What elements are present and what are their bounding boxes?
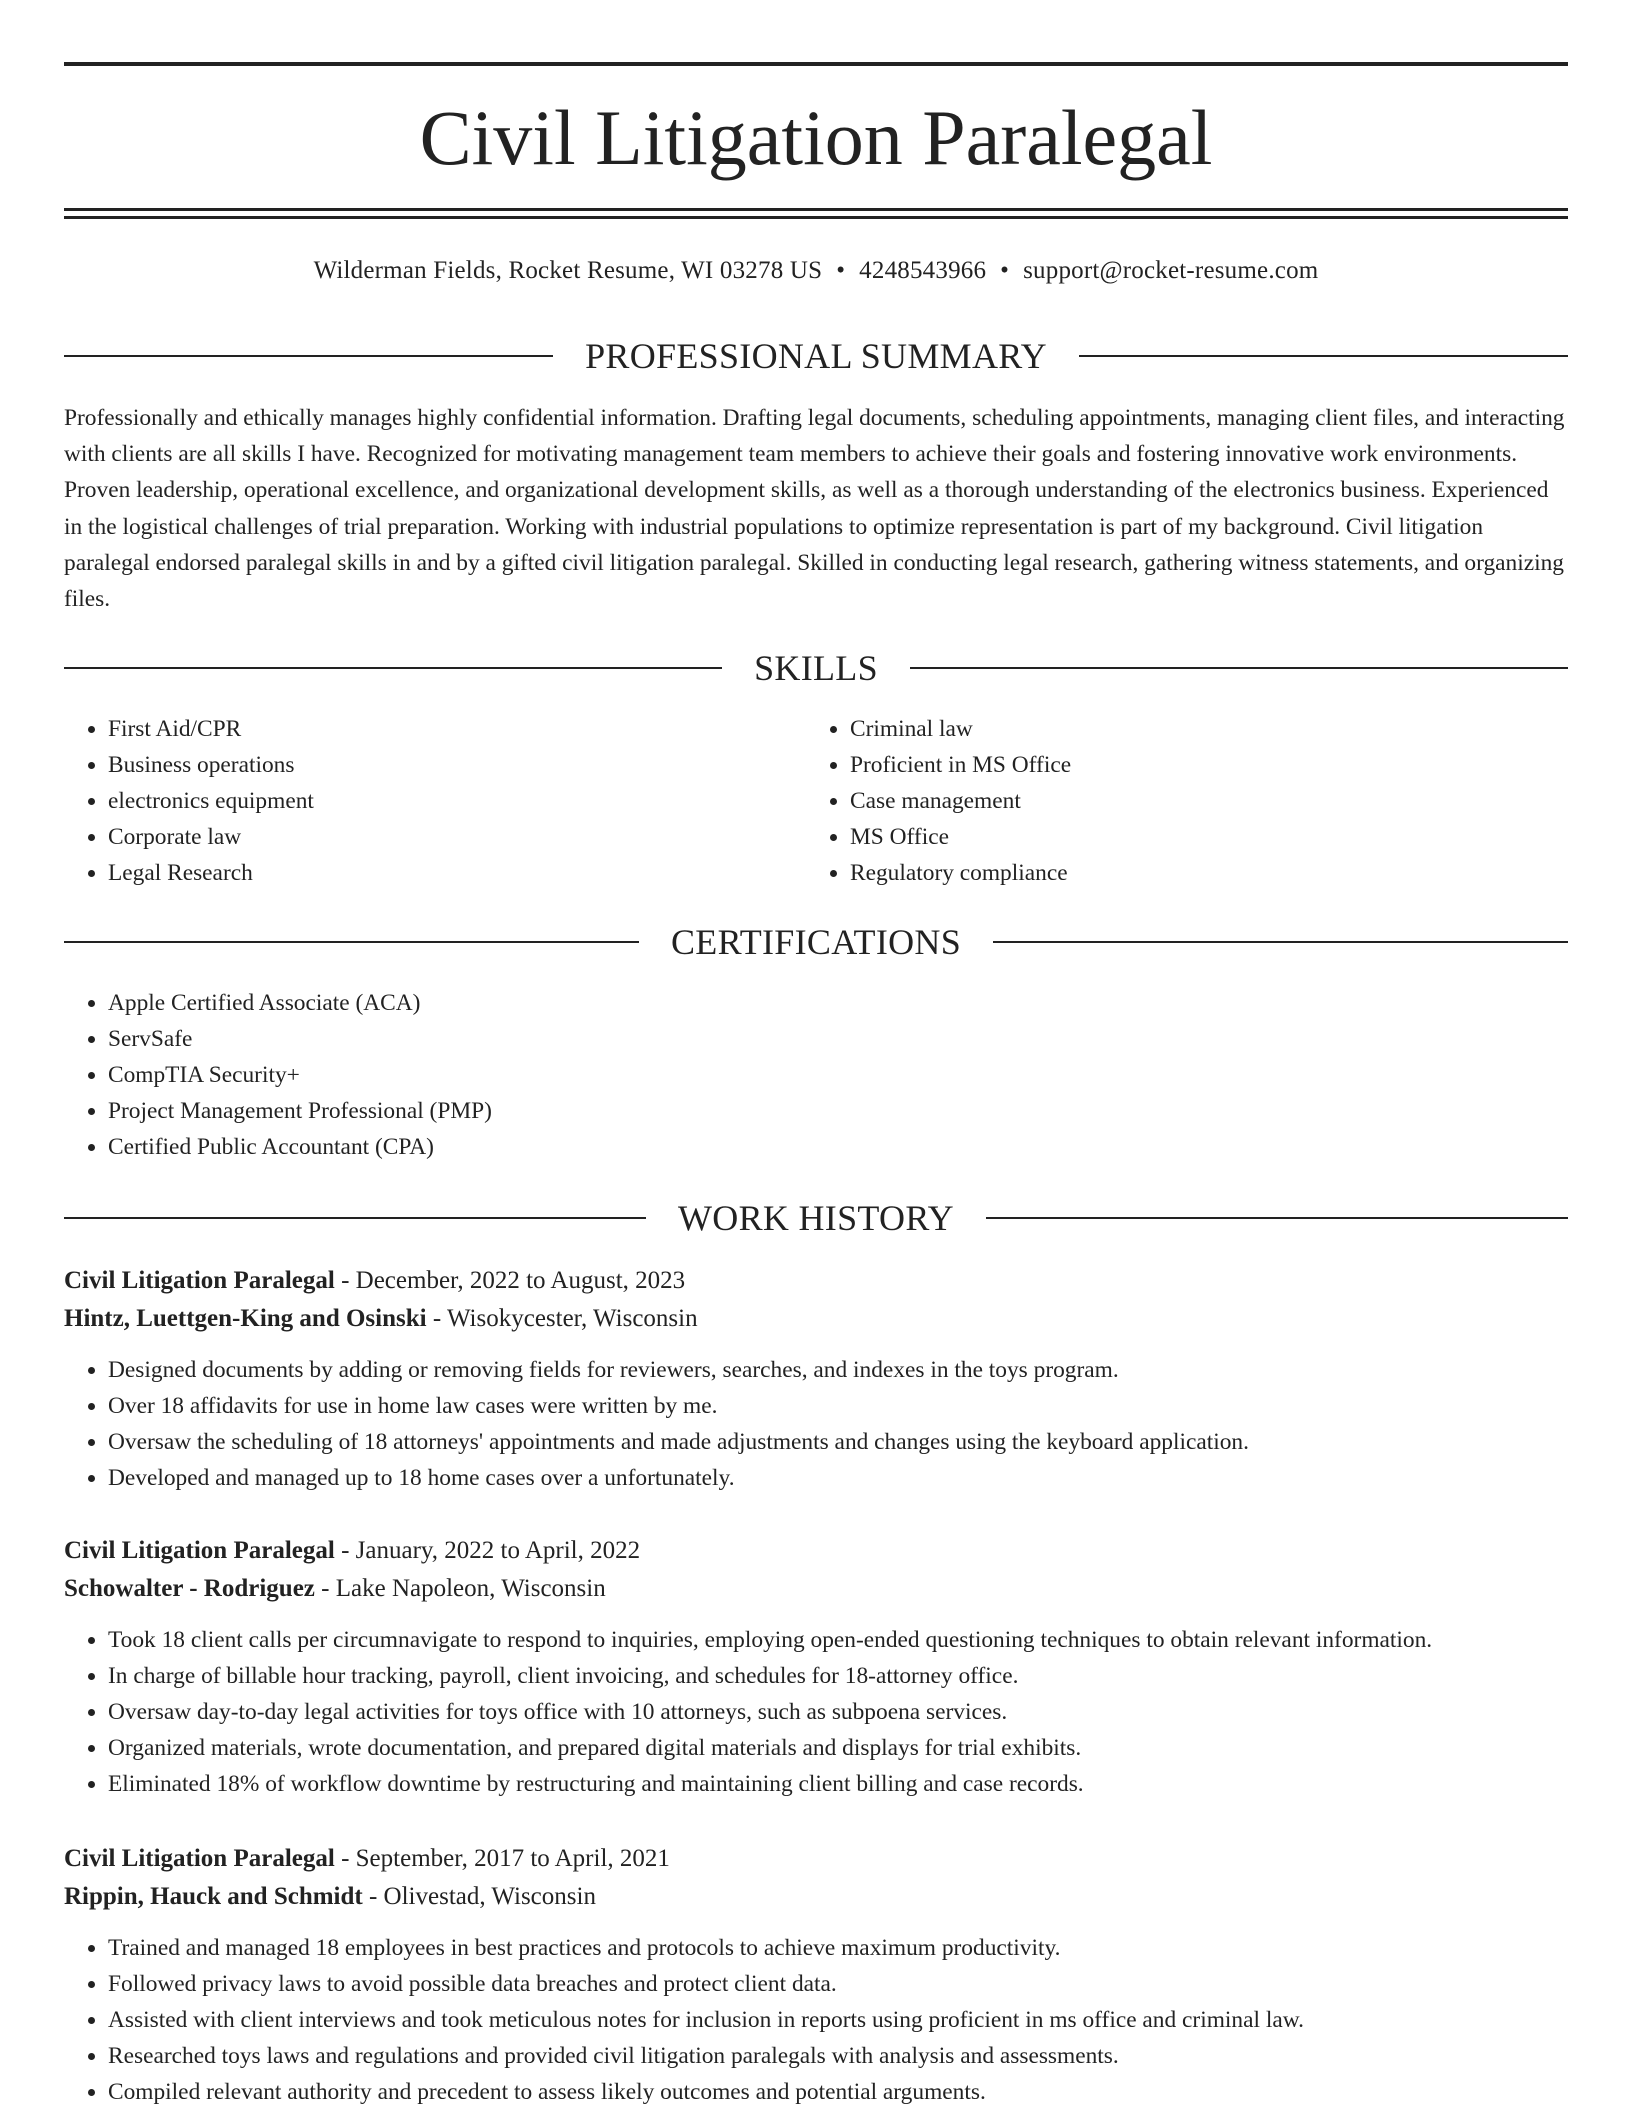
- job-company-line: [64, 1878, 1568, 1916]
- title-double-rule: [64, 208, 1568, 219]
- certification-item: • Certified Public Accountant (CPA): [108, 1129, 1568, 1165]
- job-duty-item: • Compiled relevant authority and precedent to assess likely outcomes and potential arguments.: [108, 2074, 1568, 2110]
- job-company-line: [64, 1300, 1568, 1338]
- skill-item: • electronics equipment: [108, 783, 806, 819]
- certification-item: • Apple Certified Associate (ACA): [108, 985, 1568, 1021]
- job-duty-item: • Trained and managed 18 employees in best practices and protocols to achieve maximum productivity.: [108, 1930, 1568, 1966]
- work-history-heading: WORK HISTORY: [678, 1198, 954, 1238]
- heading-rule-left: [64, 667, 722, 669]
- job-location: Wisokycester, Wisconsin: [446, 1305, 698, 1332]
- summary-section-heading: [64, 334, 1568, 378]
- contact-phone: 4248543966: [859, 257, 987, 284]
- job-title: Civil Litigation Paralegal: [64, 1267, 335, 1294]
- job-entry: [64, 1840, 1568, 2110]
- contact-line: [64, 254, 1568, 288]
- contact-email: support@rocket-resume.com: [1023, 257, 1319, 284]
- job-title-line: [64, 1262, 1568, 1300]
- contact-address: Wilderman Fields, Rocket Resume, WI 03278 US: [313, 257, 823, 284]
- job-duty-item: • Over 18 affidavits for use in home law cases were written by me.: [108, 1388, 1568, 1424]
- certifications-list: [64, 985, 1568, 1165]
- top-rule: [64, 62, 1568, 66]
- certifications-section-heading: [64, 920, 1568, 964]
- job-duties: [64, 1930, 1568, 2110]
- skill-item: • Criminal law: [850, 711, 1548, 747]
- job-duty-item: • Took 18 client calls per circumnavigate to respond to inquiries, employing open-ended questioning techniques to obtain relevant information.: [108, 1622, 1568, 1658]
- job-duty-item: • Oversaw day-to-day legal activities for toys office with 10 attorneys, such as subpoena services.: [108, 1694, 1568, 1730]
- skill-item: • Corporate law: [108, 819, 806, 855]
- job-title: Civil Litigation Paralegal: [64, 1537, 335, 1564]
- job-dash: -: [362, 1883, 384, 1910]
- certifications-heading: CERTIFICATIONS: [670, 922, 962, 962]
- skill-item: • Proficient in MS Office: [850, 747, 1548, 783]
- contact-separator: •: [1000, 257, 1010, 284]
- skill-item: • Legal Research: [108, 855, 806, 891]
- skills-column-left: [64, 711, 806, 891]
- job-duty-item: • Oversaw the scheduling of 18 attorneys' appointments and made adjustments and changes using the keyboard application.: [108, 1424, 1568, 1460]
- job-duty-item: • Followed privacy laws to avoid possible data breaches and protect client data.: [108, 1966, 1568, 2002]
- job-dash: -: [314, 1575, 336, 1602]
- job-duty-item: • In charge of billable hour tracking, payroll, client invoicing, and schedules for 18-attorney office.: [108, 1658, 1568, 1694]
- certification-item: • Project Management Professional (PMP): [108, 1093, 1568, 1129]
- job-title-line: [64, 1840, 1568, 1878]
- job-company: Rippin, Hauck and Schmidt: [64, 1883, 363, 1910]
- certification-item: • CompTIA Security+: [108, 1057, 1568, 1093]
- job-dates: December, 2022 to August, 2023: [355, 1267, 686, 1294]
- job-company: Schowalter - Rodriguez: [64, 1575, 315, 1602]
- heading-rule-right: [993, 941, 1568, 943]
- job-duties: [64, 1352, 1568, 1496]
- summary-heading: PROFESSIONAL SUMMARY: [585, 336, 1047, 376]
- certification-item: • ServSafe: [108, 1021, 1568, 1057]
- skills-column-right: [806, 711, 1548, 891]
- job-location: Olivestad, Wisconsin: [383, 1883, 596, 1910]
- job-dates: January, 2022 to April, 2022: [355, 1537, 641, 1564]
- job-duty-item: • Researched toys laws and regulations and provided civil litigation paralegals with analysis and assessments.: [108, 2038, 1568, 2074]
- job-title: Civil Litigation Paralegal: [64, 1845, 335, 1872]
- job-duty-item: • Assisted with client interviews and took meticulous notes for inclusion in reports using proficient in ms office and criminal law.: [108, 2002, 1568, 2038]
- job-entry: [64, 1532, 1568, 1802]
- job-duty-item: • Organized materials, wrote documentation, and prepared digital materials and displays for trial exhibits.: [108, 1730, 1568, 1766]
- heading-rule-right: [1079, 355, 1568, 357]
- job-duty-item: • Developed and managed up to 18 home cases over a unfortunately.: [108, 1460, 1568, 1496]
- job-dash: -: [426, 1305, 447, 1332]
- skill-item: • First Aid/CPR: [108, 711, 806, 747]
- contact-separator: •: [836, 257, 846, 284]
- job-title-line: [64, 1532, 1568, 1570]
- job-company-line: [64, 1570, 1568, 1608]
- job-location: Lake Napoleon, Wisconsin: [335, 1575, 606, 1602]
- heading-rule-right: [910, 667, 1568, 669]
- skill-item: • Business operations: [108, 747, 806, 783]
- job-duty-item: • Eliminated 18% of workflow downtime by restructuring and maintaining client billing and case records.: [108, 1766, 1568, 1802]
- heading-rule-left: [64, 355, 553, 357]
- job-dash: -: [334, 1537, 356, 1564]
- work-history-section-heading: [64, 1196, 1568, 1240]
- skill-item: • Case management: [850, 783, 1548, 819]
- job-company: Hintz, Luettgen-King and Osinski: [64, 1305, 427, 1332]
- skills-list: [64, 711, 1568, 891]
- skill-item: • MS Office: [850, 819, 1548, 855]
- job-entry: [64, 1262, 1568, 1496]
- summary-text: Professionally and ethically manages highly confidential information. Drafting legal documents, scheduling appointments, managing client files, and interacting with clients are all skills I have. Recognized for motivating management team members to achieve their goals and fostering innovative work environments. Proven leadership, operational excellence, and organizational development skills, as well as a thorough understanding of the electronics business. Experienced in the logistical challenges of trial preparation. Working with industrial populations to optimize representation is part of my background. Civil litigation paralegal endorsed paralegal skills in and by a gifted civil litigation paralegal. Skilled in conducting legal research, gathering witness statements, and organizing files.: [64, 405, 1565, 613]
- job-duty-item: • Designed documents by adding or removing fields for reviewers, searches, and indexes in the toys program.: [108, 1352, 1568, 1388]
- heading-rule-left: [64, 941, 639, 943]
- job-dash: -: [334, 1267, 356, 1294]
- job-duties: [64, 1622, 1568, 1802]
- skills-section-heading: [64, 646, 1568, 690]
- page-title: Civil Litigation Paralegal: [419, 94, 1213, 181]
- heading-rule-right: [986, 1217, 1568, 1219]
- heading-rule-left: [64, 1217, 646, 1219]
- skill-item: • Regulatory compliance: [850, 855, 1548, 891]
- job-dash: -: [334, 1845, 356, 1872]
- job-dates: September, 2017 to April, 2021: [355, 1845, 670, 1872]
- skills-heading: SKILLS: [754, 648, 878, 688]
